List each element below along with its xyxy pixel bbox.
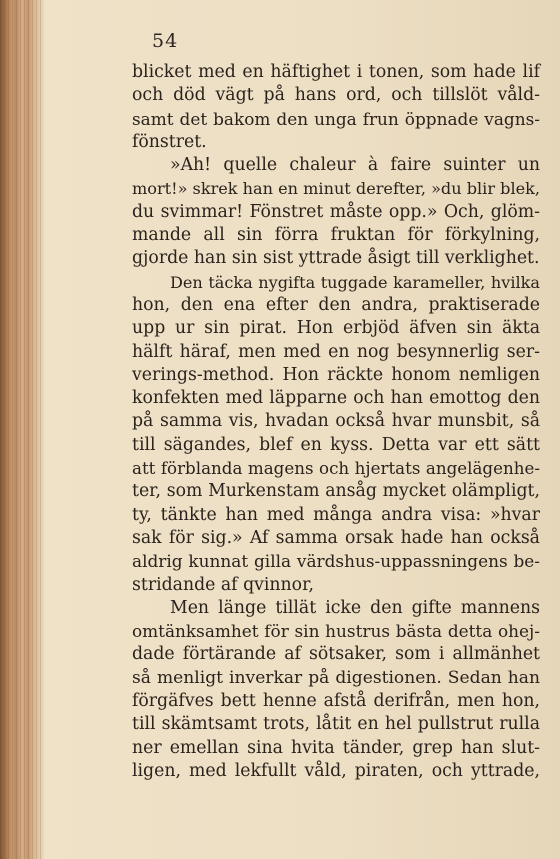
- text-line: stridande af qvinnor,: [132, 574, 314, 595]
- text-line: ter, som Murkenstam ansåg mycket olämpligt,: [132, 481, 540, 502]
- text-line: gjorde han sin sist yttrade åsigt till verklighet.: [132, 248, 540, 269]
- text-line: sak för sig.» Af samma orsak hade han också: [132, 527, 540, 548]
- text-line: ligen, med lekfullt våld, piraten, och yttrade,: [132, 760, 540, 781]
- text-line: på samma vis, hvadan också hvar munsbit, så: [132, 411, 540, 432]
- text-line: verings-method. Hon räckte honom nemligen: [132, 364, 540, 385]
- text-line: du svimmar! Fönstret måste opp.» Och, glöm-: [132, 201, 540, 222]
- text-line: upp ur sin pirat. Hon erbjöd äfven sin äkta: [132, 318, 540, 339]
- text-line: till skämtsamt trots, låtit en hel pullstrut rulla: [132, 714, 540, 735]
- text-line: Den täcka nygifta tuggade karameller, hvilka: [170, 272, 540, 292]
- text-line: »Ah! quelle chaleur à faire suinter un: [170, 155, 540, 176]
- text-line: att förblanda magens och hjertats angelägenhe-: [132, 458, 540, 479]
- text-line: förgäfves bett henne afstå derifrån, men hon,: [132, 691, 540, 712]
- text-line: fönstret.: [132, 131, 207, 152]
- body-text: [132, 61, 540, 783]
- text-line: mort!» skrek han en minut derefter, »du blir blek,: [132, 179, 540, 199]
- text-line: dade förtärande af sötsaker, som i allmänhet: [132, 644, 540, 665]
- text-line: omtänksamhet för sin hustrus bästa detta ohej-: [132, 621, 540, 642]
- text-line: till sägandes, blef en kyss. Detta var ett sätt: [132, 434, 540, 455]
- text-line: ty, tänkte han med många andra visa: »hvar: [132, 504, 540, 525]
- text-line: och död vägt på hans ord, och tillslöt våld-: [132, 85, 540, 106]
- text-line: så menligt inverkar på digestionen. Sedan han: [132, 667, 540, 688]
- binding-texture: [0, 0, 44, 859]
- page-number: 54: [152, 30, 179, 52]
- text-line: aldrig kunnat gilla värdshus-uppassningens be-: [132, 551, 540, 572]
- text-line: blicket med en häftighet i tonen, som hade lif: [132, 62, 540, 82]
- text-line: hon, den ena efter den andra, praktiserade: [132, 294, 540, 315]
- text-line: hälft häraf, men med en nog besynnerlig ser-: [132, 341, 540, 362]
- text-line: ner emellan sina hvita tänder, grep han slut-: [132, 737, 540, 758]
- text-line: Men länge tillät icke den gifte mannens: [170, 597, 540, 618]
- text-line: konfekten med läpparne och han emottog den: [132, 388, 540, 409]
- text-line: mande all sin förra fruktan för förkylning,: [132, 225, 540, 246]
- text-line: samt det bakom den unga frun öppnade vagns-: [132, 108, 540, 129]
